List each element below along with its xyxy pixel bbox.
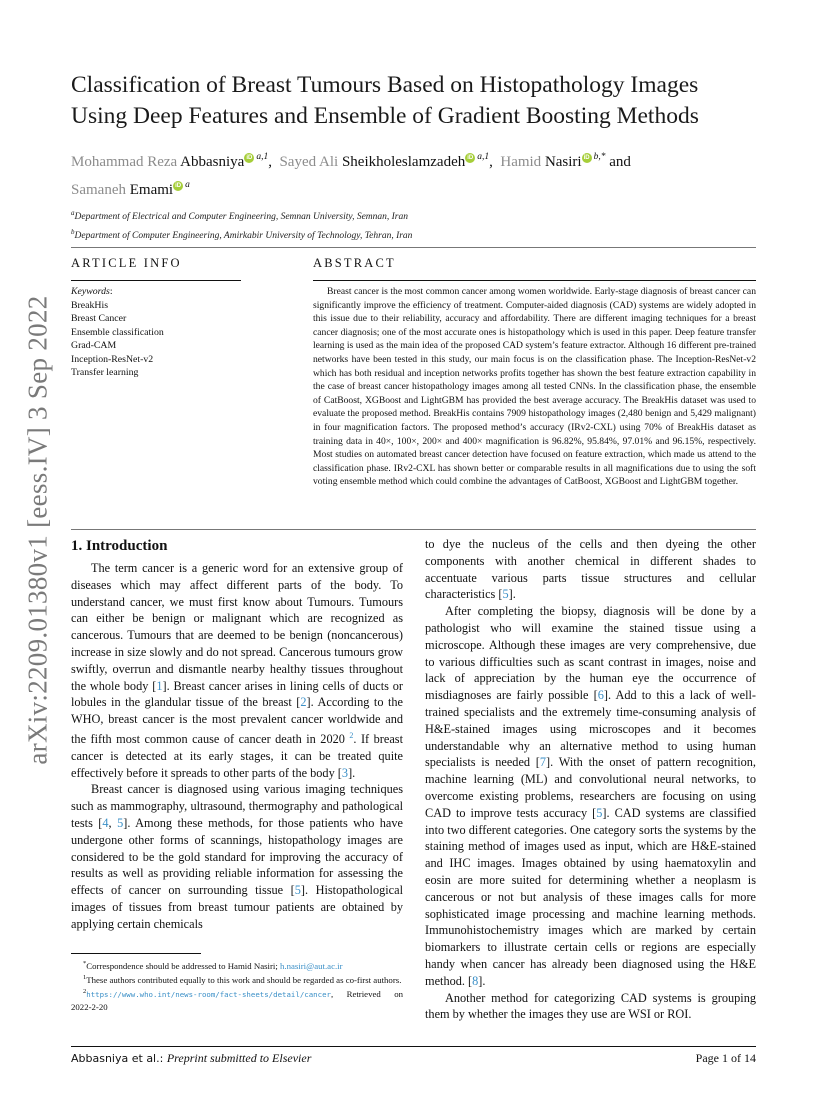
affiliation-mark: a xyxy=(185,180,190,190)
footnote-rule xyxy=(71,953,201,954)
article-info-rule xyxy=(71,280,241,281)
affiliation-b: $^b$Department of Computer Engineering, Amirkabir University of Technology, Tehran, Iran xyxy=(71,228,413,242)
citation-link[interactable]: 3 xyxy=(341,765,349,780)
right-column xyxy=(425,536,756,1023)
title-line-1: Classification of Breast Tumours Based on Histopathology Images xyxy=(71,72,699,98)
paragraph: Another method for categorizing CAD systems is grouping them by whether the images they use are WSI or ROI. xyxy=(425,990,756,1022)
arxiv-identifier-text: arXiv:2209.01380v1 [eess.IV] 3 Sep 2022 xyxy=(22,295,53,765)
section-heading-introduction: 1. Introduction xyxy=(71,538,168,554)
arxiv-identifier-stamp xyxy=(18,295,58,765)
affiliation-a: $^a$Department of Electrical and Computer Engineering, Semnan University, Semnan, Iran xyxy=(71,209,409,223)
author: Samaneh Emami xyxy=(71,182,174,198)
affiliation-mark: b,* xyxy=(593,152,606,162)
paragraph: Breast cancer is diagnosed using various imaging techniques such as mammography, ultrasound, thermography and pathological tests [4, 5]. Among these methods, for those patients who have undergone other forms of scannings, histopathology images are considered to be the gold standard for improving the accuracy of results as well as providing reliable information for assessing the effects of cancer on surrounding tissue [5]. Histopathological images of tissues from breast tumour patients are obtained by applying certain chemicals xyxy=(71,782,403,931)
article-info-heading: ARTICLE INFO xyxy=(71,256,182,270)
affiliation-mark: a,1 xyxy=(256,152,269,162)
abstract-text: Breast cancer is the most common cancer among women worldwide. Early-stage diagnosis of breast cancer can significantly improve the efficiency of treatment. Computer-aided diagnosis (CAD) systems are widely adopted in this issue due to their reliability, accuracy and affordability. There are different imaging techniques for a breast cancer diagnosis; one of the most accurate ones is histopathology which is used in this paper. Deep feature transfer learning is used as the main idea of the proposed CAD system’s feature extractor. Although 16 different pre-trained networks have been tested in this study, our main focus is on the classification phase. The Inception-ResNet-v2 which has both residual and inception networks profits together has shown the best feature extraction capability in the case of breast cancer histopathology images among all tested CNNs. In the classification phase, the ensemble of CatBoost, XGBoost and LightGBM has provided the best average accuracy. The BreakHis dataset was used to evaluate the proposed method. BreakHis contains 7909 histopathology images (2,480 benign and 5,429 malignant) in four magnification factors. The proposed method’s accuracy (IRv2-CXL) using 70% of BreakHis dataset as training data in 40×, 100×, 200× and 400× magnification is 96.82%, 95.84%, 97.01% and 96.15%, respectively. Most studies on automated breast cancer detection have focused on feature extraction, which made us attend to the classification phase. IRv2-CXL has shown better or comparable results in all magnifications due to using the soft voting ensemble method which could combine the advantages of CatBoost, XGBoost and LightGBM together. xyxy=(313,286,756,488)
author: Hamid Nasiri xyxy=(500,154,582,170)
orcid-icon[interactable]: iD xyxy=(246,155,253,161)
citation-link[interactable]: 7 xyxy=(539,755,547,770)
citation-link[interactable]: 5 xyxy=(596,805,603,820)
citation-link[interactable]: 5 xyxy=(294,883,301,898)
keyword: Grad-CAM xyxy=(71,340,117,351)
author: Mohammad Reza Abbasniya xyxy=(71,154,245,170)
keyword: Inception-ResNet-v2 xyxy=(71,353,154,365)
author: Sayed Ali Sheikholeslamzadeh xyxy=(279,154,466,170)
citation-link[interactable]: 6 xyxy=(597,688,604,703)
keyword: Transfer learning xyxy=(71,367,139,378)
abstract-rule xyxy=(313,280,756,281)
citation-link[interactable]: 2 xyxy=(300,695,307,710)
orcid-icon[interactable]: iD xyxy=(175,183,182,189)
citation-link[interactable]: 5 xyxy=(502,587,509,602)
affiliation-mark: a,1 xyxy=(477,152,490,162)
orcid-icon[interactable]: iD xyxy=(467,155,474,161)
abstract-divider xyxy=(71,529,756,530)
author-list: Mohammad Reza Abbasniya iD $^{a,1}$, Sayed Ali Sheikholeslamzadeh iD $^{a,1}$, Hamid Nasiri iD $^{b,*}$ and Samaneh Emami iD $^a$ xyxy=(71,152,631,198)
keyword: BreakHis xyxy=(71,299,109,311)
citation-link[interactable]: 5 xyxy=(117,815,124,830)
abstract-heading: ABSTRACT xyxy=(313,256,396,270)
header-divider xyxy=(71,247,756,248)
keywords-list: Keywords: BreakHis Breast Cancer Ensemble classification Grad-CAM Inception-ResNet-v2 Transfer learning xyxy=(71,285,241,380)
affiliations xyxy=(71,206,761,244)
footnote-link[interactable]: 2 xyxy=(349,730,354,740)
citation-link[interactable]: 4 xyxy=(102,815,109,830)
keyword: Breast Cancer xyxy=(71,313,127,324)
footer-rule xyxy=(71,1046,756,1047)
footnote-1: $^1$These authors contributed equally to this work and should be regarded as co-first authors. xyxy=(83,973,402,985)
paper-title xyxy=(71,70,761,132)
citation-link[interactable]: 1 xyxy=(156,678,163,693)
orcid-icon[interactable]: iD xyxy=(583,155,590,161)
citation-link[interactable]: 8 xyxy=(472,973,479,988)
email-link[interactable]: h.nasiri@aut.ac.ir xyxy=(279,960,343,971)
paragraph: to dye the nucleus of the cells and then dyeing the other components with another chemical in different shades to accentuate various parts tissue structures and cellular characteristics [5]. xyxy=(425,537,756,602)
footer-citation: Abbasniya et al.: Preprint submitted to Elsevier xyxy=(71,1051,312,1065)
authors-conjunction: and xyxy=(609,154,631,170)
keyword: Ensemble classification xyxy=(71,326,164,338)
title-line-2: Using Deep Features and Ensemble of Gradient Boosting Methods xyxy=(71,103,699,129)
footnotes xyxy=(71,953,403,1013)
paragraph: The term cancer is a generic word for an extensive group of diseases which may affect different parts of the body. To understand cancer, we must first know about Tumours. Tumours can either be benign or malignant which are recognized as cancerous. Tumours that are deemed to be benign (noncancerous) increase in size slowly and do not spread. Cancerous tumours grow swiftly, overrun and dismantle nearby healthy tissues throughout the whole body [1]. Breast cancer arises in lining cells of ducts or lobules in the glandular tissue of the breast [2]. According to the WHO, breast cancer is the most prevalent cancer worldwide and the fifth most common cause of cancer death in 2020 $^2$. If breast cancer is detected at its early stages, it can be treated quite effectively before it spreads to other parts of the body [3]. xyxy=(71,561,404,780)
url-link[interactable]: https://www.who.int/news-room/fact-sheets/detail/cancer xyxy=(86,989,331,999)
paragraph: After completing the biopsy, diagnosis will be done by a pathologist who will examine the stained tissue using a microscope. Although these images are very comprehensive, due to various difficulties such as scant contrast in images, noise and lack of appreciation by the human eye the occurrence of misdiagnoses are fairly possible [6]. Add to this a lack of well-trained specialists and the extremely time-consuming analysis of H&E-stained images using microscopes and it becomes understandable why an alternative method to using human specialists is needed [7]. With the onset of pattern recognition, machine learning (ML) and convolutional neural networks, to overcome existing problems, researchers are focusing on using CAD to improve tests accuracy [5]. CAD systems are classified into two different categories. One category sorts the systems by the staining method of images used as input, which are H&E-stained and IHC images. Images obtained by using haematoxylin and eosin are more suited for determining whether a neoplasm is cancerous or not but analysis of these images calls for more sophisticated image processing and machine learning methods. Immunohistochemistry images which are marked by certain biomarkers to illustrate certain cells or regions are especially handy when cancer has already been diagnosed using the H&E method. [8]. xyxy=(425,604,756,988)
keywords-label: Keywords xyxy=(71,286,110,297)
page-footer xyxy=(71,1051,756,1066)
page-number: Page 1 of 14 xyxy=(695,1051,756,1065)
footnote-2: $^2$https://www.who.int/news-room/fact-sheets/detail/cancer, Retrieved on 2022-2-20 xyxy=(71,987,403,1012)
left-column xyxy=(71,536,403,933)
footnote-correspondence: *Correspondence should be addressed to Hamid Nasiri; h.nasiri@aut.ac.ir xyxy=(83,960,343,971)
